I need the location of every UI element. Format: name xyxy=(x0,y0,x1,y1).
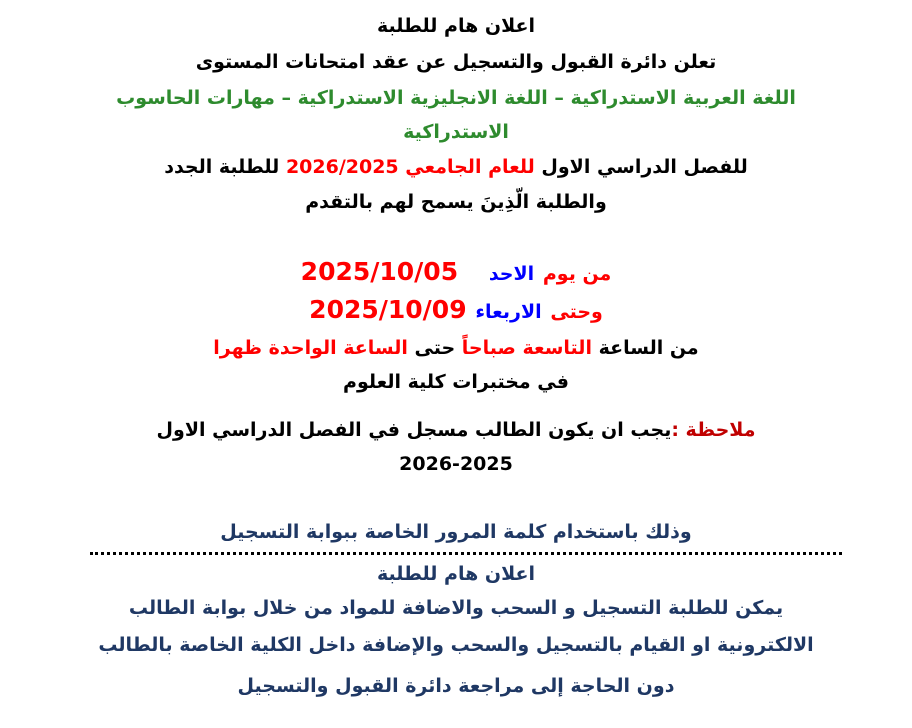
semester-suffix: للطلبة الجدد xyxy=(164,156,280,178)
time-from: التاسعة صباحاً xyxy=(461,337,592,359)
from-label: من يوم xyxy=(542,263,612,285)
until-day: الاربعاء xyxy=(475,301,542,323)
semester-line xyxy=(0,158,912,177)
location-text: في مختبرات كلية العلوم xyxy=(343,371,569,393)
from-date-line xyxy=(0,259,912,284)
intro-line xyxy=(0,53,912,72)
second-title-text: اعلان هام للطلبة xyxy=(376,563,536,585)
time-line xyxy=(0,339,912,358)
until-label: وحتى xyxy=(550,301,603,323)
note-text: يجب ان يكون الطالب مسجل في الفصل الدراسي الاول xyxy=(156,419,672,441)
time-until-label: حتى xyxy=(414,337,456,359)
title-text: اعلان هام للطلبة xyxy=(376,15,536,37)
registration-line-1 xyxy=(0,599,912,618)
second-announcement-title xyxy=(0,565,912,584)
note-year-line xyxy=(0,455,912,474)
exams-text-1: اللغة العربية الاستدراكية – اللغة الانجليزية الاستدراكية – مهارات الحاسوب xyxy=(116,87,796,109)
intro-text: تعلن دائرة القبول والتسجيل عن عقد امتحانات المستوى xyxy=(195,51,717,73)
from-day: الاحد xyxy=(488,263,535,285)
registration-line-2 xyxy=(0,636,912,655)
exams-text-2: الاستدراكية xyxy=(403,121,509,143)
time-until: الساعة الواحدة ظهرا xyxy=(213,337,408,359)
password-note-text: وذلك باستخدام كلمة المرور الخاصة ببوابة التسجيل xyxy=(220,521,692,543)
time-from-label: من الساعة xyxy=(598,337,699,359)
academic-year: 2026/2025 xyxy=(285,156,399,178)
password-note-line xyxy=(0,523,912,542)
allowed-students-text: والطلبة الّذِينَ يسمح لهم بالتقدم xyxy=(305,191,607,213)
exams-line-2 xyxy=(0,123,912,142)
semester-prefix: للفصل الدراسي الاول xyxy=(541,156,748,178)
from-date: 2025/10/05 xyxy=(300,257,459,286)
registration-line-3 xyxy=(0,677,912,696)
location-line xyxy=(0,373,912,392)
registration-text-1: يمكن للطلبة التسجيل و السحب والاضافة للمواد من خلال بوابة الطالب xyxy=(128,597,784,619)
until-date-line xyxy=(0,297,912,322)
dotted-divider xyxy=(90,552,842,555)
note-label: ملاحظة : xyxy=(671,419,756,441)
registration-text-2: الالكترونية او القيام بالتسجيل والسحب والإضافة داخل الكلية الخاصة بالطالب xyxy=(98,634,814,656)
note-line xyxy=(0,421,912,440)
allowed-students-line xyxy=(0,193,912,212)
announcement-title xyxy=(0,17,912,36)
until-date: 2025/10/09 xyxy=(309,295,467,324)
note-year: 2026-2025 xyxy=(399,453,513,475)
exams-line-1 xyxy=(0,89,912,108)
registration-text-3: دون الحاجة إلى مراجعة دائرة القبول والتسجيل xyxy=(237,675,675,697)
academic-year-label: للعام الجامعي xyxy=(405,156,535,178)
